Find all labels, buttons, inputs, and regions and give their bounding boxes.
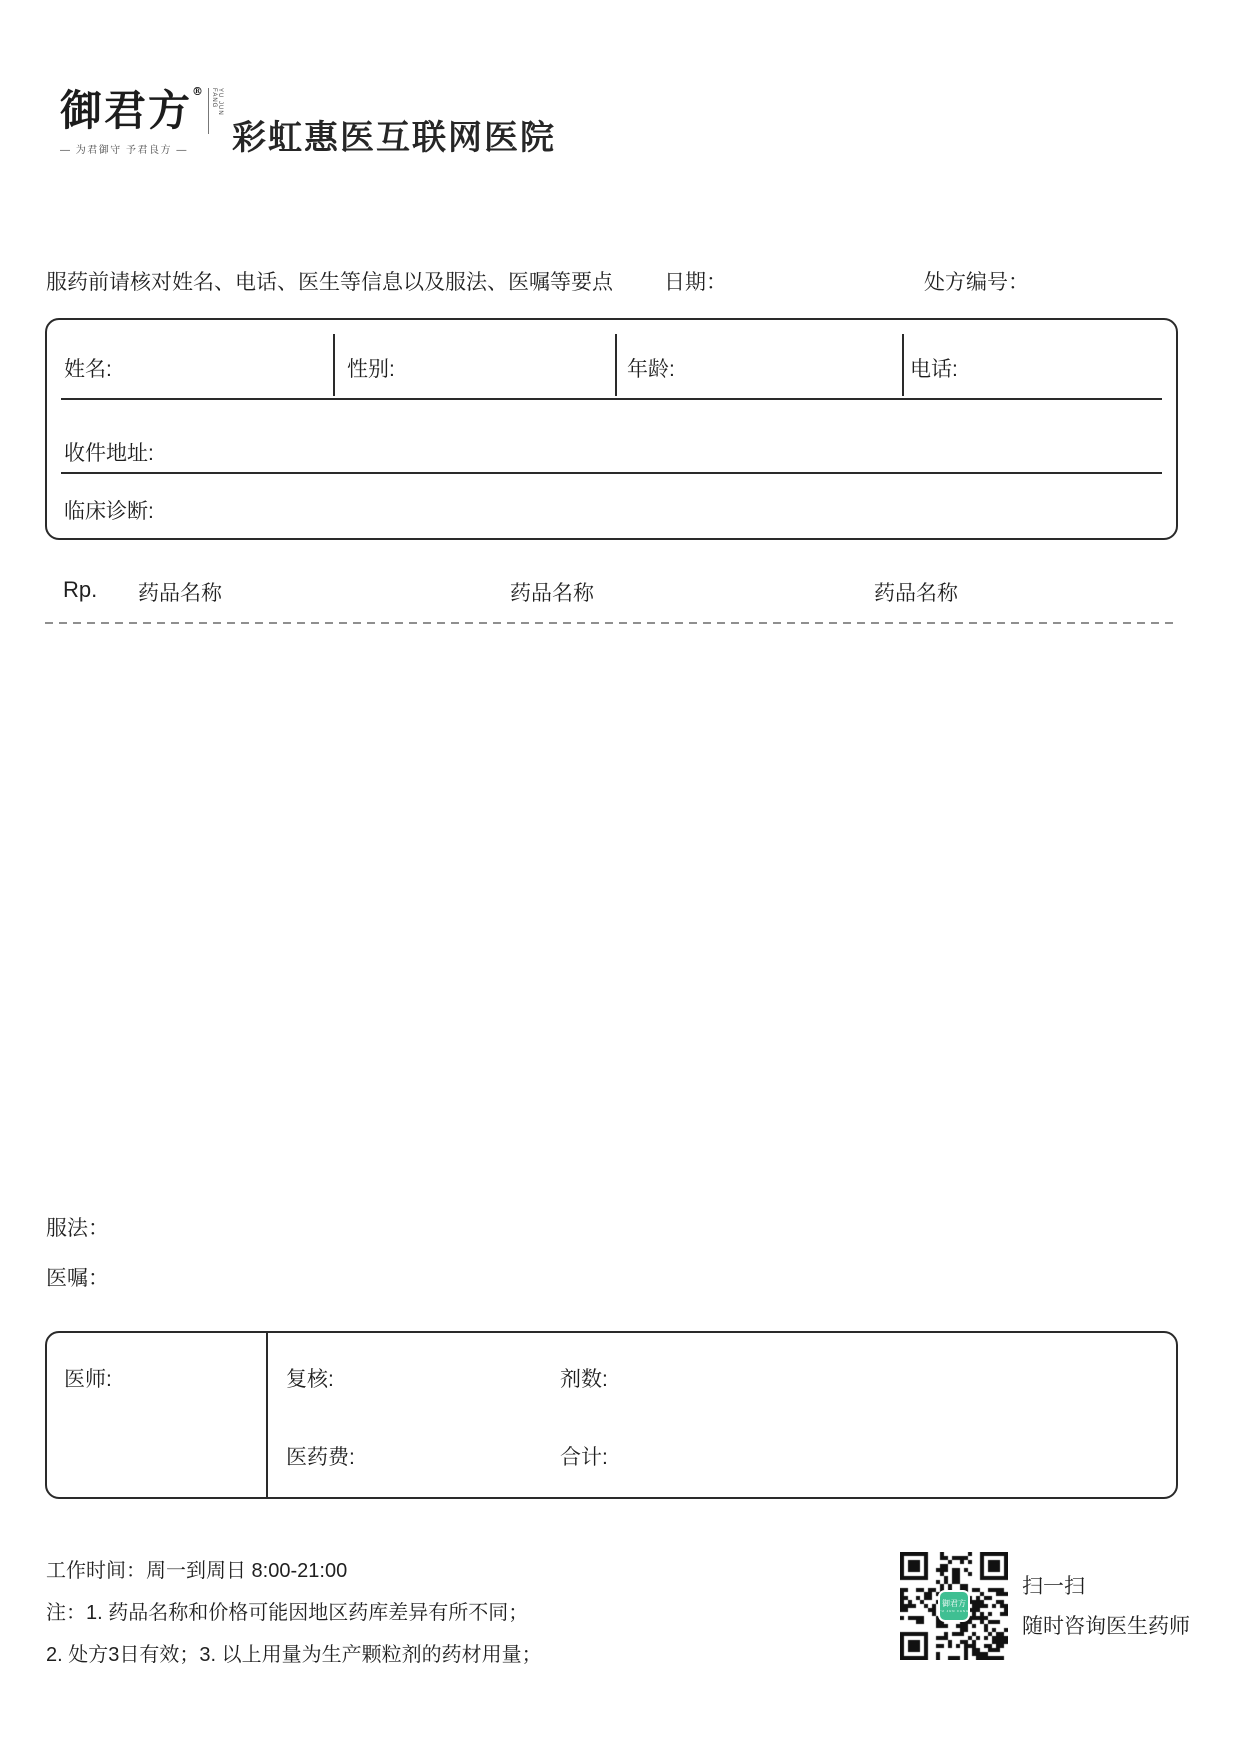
- patient-info-box: [45, 318, 1178, 540]
- total-label: 合计:: [560, 1446, 608, 1469]
- dashed-separator: [45, 622, 1178, 624]
- drug-name-header-1: 药品名称: [138, 582, 222, 605]
- name-field-label: 姓名:: [64, 358, 112, 381]
- note-line-1: 注：1. 药品名称和价格可能因地区药库差异有所不同；: [46, 1602, 529, 1624]
- dose-count-label: 剂数:: [560, 1368, 608, 1391]
- address-field-label: 收件地址:: [64, 442, 154, 465]
- row-divider: [61, 398, 1162, 400]
- medicine-fee-label: 医药费:: [286, 1446, 355, 1469]
- usage-label: 服法：: [46, 1217, 109, 1240]
- column-divider: [333, 334, 335, 396]
- row-divider: [61, 472, 1162, 474]
- qr-center-label: 御君方: [942, 1598, 966, 1608]
- qr-center-sub: YU JUN FANG: [938, 1609, 970, 1614]
- verify-notice: 服药前请核对姓名、电话、医生等信息以及服法、医嘱等要点: [46, 271, 613, 294]
- work-hours: 工作时间：周一到周日 8:00-21:00: [46, 1560, 348, 1582]
- brand-vertical-text: YU JUN FANG: [208, 88, 223, 134]
- brand-name: 御君方®: [60, 85, 206, 135]
- hospital-title: 彩虹惠医互联网医院: [232, 119, 556, 157]
- phone-field-label: 电话:: [910, 358, 958, 381]
- drug-name-header-3: 药品名称: [874, 582, 958, 605]
- note-line-2: 2. 处方3日有效；3. 以上用量为生产颗粒剂的药材用量；: [46, 1644, 542, 1666]
- registered-mark: ®: [192, 85, 206, 98]
- age-field-label: 年龄:: [627, 358, 675, 381]
- reviewer-label: 复核:: [286, 1368, 334, 1391]
- column-divider: [615, 334, 617, 396]
- advice-label: 医嘱：: [46, 1267, 109, 1290]
- doctor-label: 医师:: [64, 1368, 112, 1391]
- column-divider: [902, 334, 904, 396]
- gender-field-label: 性别:: [347, 358, 395, 381]
- rp-label: Rp.: [63, 577, 98, 602]
- brand-tagline: — 为君御守 予君良方 —: [60, 145, 188, 157]
- signoff-box: [45, 1331, 1178, 1499]
- qr-code: [900, 1552, 1008, 1660]
- scan-subtitle: 随时咨询医生药师: [1022, 1615, 1190, 1638]
- column-divider: [266, 1333, 268, 1497]
- qr-center-logo: [938, 1590, 970, 1622]
- diagnosis-field-label: 临床诊断:: [64, 500, 154, 523]
- brand-logo: [60, 85, 224, 157]
- scan-title: 扫一扫: [1022, 1575, 1085, 1598]
- prescription-number-label: 处方编号：: [924, 271, 1029, 294]
- date-label: 日期：: [664, 271, 727, 294]
- drug-name-header-2: 药品名称: [510, 582, 594, 605]
